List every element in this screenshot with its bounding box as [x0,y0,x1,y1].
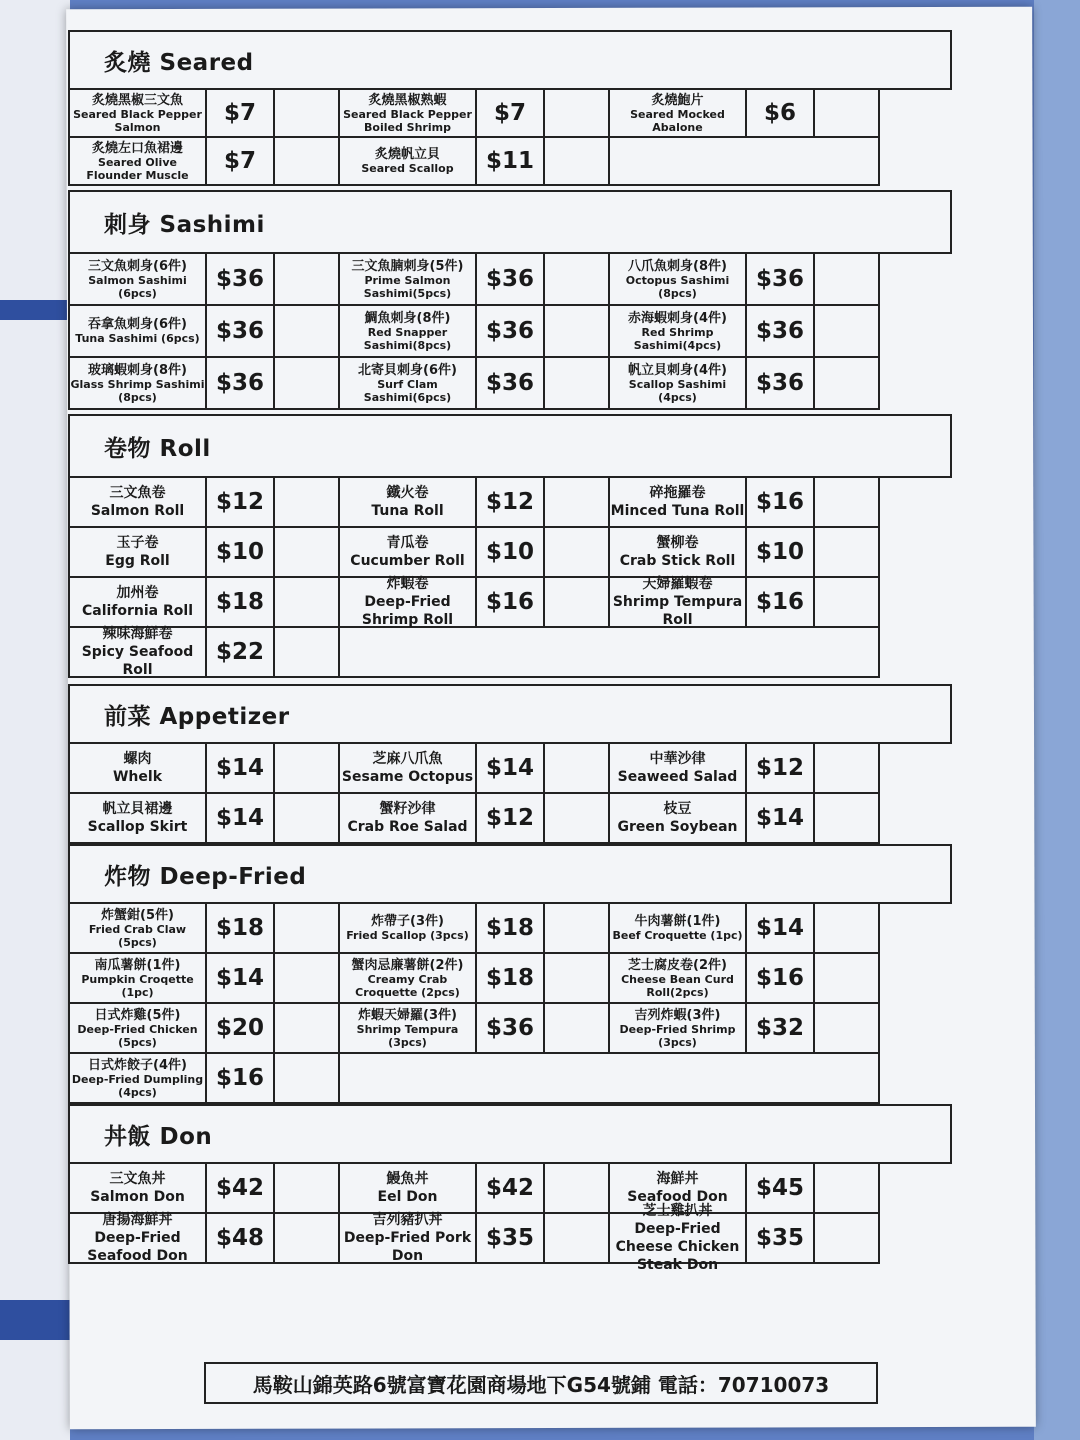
item-name [340,744,477,794]
item-name-en: Whelk [112,768,162,785]
item-name-zh: 炙燒黑椒三文魚 [91,92,183,108]
item-name-en: Shrimp Tempura Roll [612,593,743,628]
item-name [70,744,207,794]
item-name-en: Seaweed Salad [617,768,738,785]
item-price: $12 [207,478,275,528]
item-name [70,306,207,358]
item-name [610,478,747,528]
item-name-zh: 炙燒帆立貝 [374,147,440,162]
item-name-en: Deep-Fried Shrimp Roll [361,593,454,628]
item-name-zh: 三文魚刺身(6件) [88,258,187,274]
item-name-en: Red Snapper Sashimi(8pcs) [363,325,452,352]
item-price: $35 [477,1214,545,1264]
item-name-zh: 吉列炸蝦(3件) [634,1007,721,1023]
quantity-box [545,954,610,1004]
item-name [610,1004,747,1054]
item-name-en: Green Soybean [617,818,738,835]
item-price: $36 [477,1004,545,1054]
item-name [340,138,477,186]
item-name-en: Scallop Skirt [87,818,188,835]
item-name-zh: 帆立貝裙邊 [102,800,173,817]
quantity-box [275,528,340,578]
item-price: $11 [477,138,545,186]
item-name-en: Creamy Crab Croquette (2pcs) [355,972,460,999]
section-don [68,1104,952,1273]
item-name-zh: 牛肉薯餅(1件) [634,914,721,929]
quantity-box [545,578,610,628]
item-name-en: Red Shrimp Sashimi(4pcs) [633,325,722,352]
item-name-zh: 芝士腐皮卷(2件) [628,957,727,973]
item-price: $18 [207,904,275,954]
quantity-box [275,254,340,306]
item-name-en: Deep-Fried Dumpling (4pcs) [71,1072,204,1099]
items-grid [68,90,952,186]
item-price: $42 [477,1164,545,1214]
item-name-en: Deep-Fried Cheese Chicken Steak Don [615,1220,740,1273]
section-appetizer [68,684,952,844]
item-name-zh: 玻璃蝦刺身(8件) [88,362,187,378]
item-name-en: Seafood Don [627,1188,728,1205]
quantity-box [815,744,880,794]
item-price: $14 [207,954,275,1004]
item-price: $16 [747,578,815,628]
quantity-box [815,794,880,844]
item-price: $14 [477,744,545,794]
item-name-en: Seared Mocked Abalone [630,107,725,134]
quantity-box [275,744,340,794]
item-price: $32 [747,1004,815,1054]
quantity-box [545,358,610,410]
empty-space [340,628,880,678]
section-title: 卷物 Roll [68,414,952,478]
item-name [610,744,747,794]
item-name-en: Shrimp Tempura (3pcs) [356,1022,459,1049]
quantity-box [275,478,340,528]
item-name-en: Salmon Don [90,1188,185,1205]
item-name [340,528,477,578]
quantity-box [545,138,610,186]
item-name-en: Deep-Fried Shrimp (3pcs) [619,1022,736,1049]
item-name [340,1164,477,1214]
item-name [70,794,207,844]
item-name-zh: 枝豆 [663,800,692,817]
item-price: $20 [207,1004,275,1054]
item-price: $36 [207,306,275,358]
item-name-en: Spicy Seafood Roll [81,643,194,678]
quantity-box [815,954,880,1004]
item-name [70,1054,207,1104]
item-price: $48 [207,1214,275,1264]
item-name-en: Prime Salmon Sashimi(5pcs) [363,273,452,300]
item-price: $12 [477,794,545,844]
menu-sheet [68,30,952,1273]
item-name-en: Tuna Roll [371,502,444,519]
item-name-zh: 三文魚卷 [109,484,166,501]
item-name [70,625,207,678]
item-name-zh: 蟹籽沙律 [379,800,436,817]
item-name-en: Salmon Sashimi (6pcs) [88,273,187,300]
quantity-box [275,794,340,844]
quantity-box [815,904,880,954]
item-name-zh: 炸蝦卷 [386,575,429,592]
item-name-en: Fried Scallop (3pcs) [346,929,469,942]
item-name [610,904,747,954]
quantity-box [545,254,610,306]
item-name [70,138,207,186]
item-name-zh: 北寄貝刺身(6件) [358,362,457,378]
item-price: $36 [747,358,815,410]
item-name [610,528,747,578]
item-name [70,254,207,306]
item-name-en: Seared Black Pepper Boiled Shrimp [343,107,472,134]
item-name [340,358,477,410]
quantity-box [545,1214,610,1264]
quantity-box [275,306,340,358]
item-name-en: Deep-Fried Pork Don [343,1229,472,1264]
cloth-stripe [0,300,70,320]
item-price: $36 [747,306,815,358]
quantity-box [275,954,340,1004]
quantity-box [815,1004,880,1054]
item-name [610,306,747,358]
empty-space [610,138,880,186]
item-name [340,575,477,628]
item-name-zh: 三文魚腩刺身(5件) [351,258,464,274]
section-deepfried [68,844,952,1104]
item-price: $14 [207,794,275,844]
item-name-zh: 吉列豬扒丼 [372,1211,443,1228]
items-grid [68,744,952,844]
item-name [70,90,207,138]
item-name [70,358,207,410]
item-price: $22 [207,628,275,678]
item-price: $10 [207,528,275,578]
item-price: $16 [477,578,545,628]
item-name-zh: 芝士雞扒丼 [642,1202,713,1219]
item-name [610,254,747,306]
item-name-zh: 帆立貝刺身(4件) [628,362,727,378]
item-name-en: Egg Roll [105,552,170,569]
quantity-box [275,138,340,186]
item-price: $35 [747,1214,815,1264]
item-price: $18 [477,904,545,954]
item-name [70,578,207,628]
quantity-box [275,1054,340,1104]
quantity-box [275,578,340,628]
item-name [340,254,477,306]
item-price: $14 [207,744,275,794]
quantity-box [275,90,340,138]
item-name-zh: 吞拿魚刺身(6件) [88,317,187,332]
item-name [70,1164,207,1214]
item-price: $36 [747,254,815,306]
item-price: $6 [747,90,815,138]
item-name-en: Sesame Octopus [341,768,474,785]
item-name-zh: 炙燒黑椒熟蝦 [368,92,447,108]
item-name [610,794,747,844]
empty-space [340,1054,880,1104]
item-name [340,1004,477,1054]
item-name-zh: 炸蝦天婦羅(3件) [358,1007,457,1023]
item-name [70,528,207,578]
item-name-zh: 玉子卷 [116,534,159,551]
item-name-zh: 青瓜卷 [386,534,429,551]
item-name-zh: 日式炸雞(5件) [94,1007,181,1023]
item-name-zh: 中華沙律 [649,750,706,767]
item-name-zh: 炸帶子(3件) [371,914,444,929]
item-name-en: Minced Tuna Roll [610,502,745,519]
item-name [340,794,477,844]
item-price: $18 [477,954,545,1004]
item-name [340,1211,477,1264]
item-name-zh: 天婦羅蝦卷 [642,575,713,592]
quantity-box [545,528,610,578]
item-name-zh: 三文魚丼 [109,1170,166,1187]
item-name-en: California Roll [81,602,193,619]
section-title: 炸物 Deep-Fried [68,844,952,904]
item-name-en: Salmon Roll [90,502,185,519]
item-name-zh: 南瓜薯餅(1件) [94,957,181,973]
item-name-en: Glass Shrimp Sashimi (8pcs) [70,377,205,404]
item-name-en: Deep-Fried Seafood Don [87,1229,188,1264]
item-name-en: Scallop Sashimi (4pcs) [628,377,727,404]
item-name-zh: 炸蟹鉗(5件) [101,907,174,923]
item-name-en: Cheese Bean Curd Roll(2pcs) [621,972,734,999]
item-price: $36 [477,254,545,306]
section-title: 炙燒 Seared [68,30,952,90]
quantity-box [545,306,610,358]
item-price: $12 [747,744,815,794]
item-name-zh: 鰻魚丼 [386,1170,429,1187]
quantity-box [815,254,880,306]
quantity-box [545,90,610,138]
item-name [610,90,747,138]
item-name-en: Fried Crab Claw (5pcs) [88,922,187,949]
item-name-zh: 蟹柳卷 [656,534,699,551]
quantity-box [545,744,610,794]
item-name-zh: 炙燒鮑片 [651,92,704,108]
quantity-box [815,528,880,578]
item-name [610,954,747,1004]
items-grid [68,478,952,678]
item-name [610,1202,747,1273]
item-name [340,904,477,954]
item-name-zh: 炙燒左口魚裙邊 [91,140,183,156]
section-title: 丼飯 Don [68,1104,952,1164]
item-name [70,478,207,528]
items-grid [68,904,952,1104]
item-name-en: Octopus Sashimi (8pcs) [625,273,730,300]
item-price: $7 [477,90,545,138]
item-name [70,1004,207,1054]
quantity-box [815,358,880,410]
item-name [340,90,477,138]
quantity-box [815,478,880,528]
item-name-zh: 加州卷 [116,584,159,601]
item-name-en: Pumpkin Croqette (1pc) [81,972,194,999]
item-price: $45 [747,1164,815,1214]
item-name-en: Eel Don [377,1188,438,1205]
item-name-en: Beef Croquette (1pc) [612,929,743,942]
item-price: $10 [477,528,545,578]
item-name [70,954,207,1004]
item-name-en: Crab Stick Roll [619,552,736,569]
item-name [340,306,477,358]
item-name [610,575,747,628]
item-price: $16 [747,954,815,1004]
item-price: $14 [747,794,815,844]
item-name-en: Cucumber Roll [350,552,465,569]
item-name-zh: 碎拖羅卷 [649,484,706,501]
items-grid [68,254,952,410]
quantity-box [275,1214,340,1264]
item-price: $14 [747,904,815,954]
item-name-en: Tuna Sashimi (6pcs) [75,332,200,345]
section-seared [68,30,952,186]
quantity-box [815,90,880,138]
item-price: $7 [207,138,275,186]
item-name-en: Deep-Fried Chicken (5pcs) [77,1022,198,1049]
item-price: $36 [477,306,545,358]
item-name-zh: 唐揚海鮮丼 [102,1211,173,1228]
section-title: 前菜 Appetizer [68,684,952,744]
footer-address: 馬鞍山錦英路6號富寶花園商場地下G54號鋪 電話：70710073 [204,1362,878,1404]
item-name-zh: 芝麻八爪魚 [372,750,443,767]
item-price: $16 [207,1054,275,1104]
item-name-zh: 赤海蝦刺身(4件) [628,310,727,326]
quantity-box [275,628,340,678]
quantity-box [815,306,880,358]
item-name-zh: 八爪魚刺身(8件) [628,258,727,274]
items-grid [68,1164,952,1273]
quantity-box [815,1164,880,1214]
item-name-zh: 螺肉 [123,750,152,767]
quantity-box [545,794,610,844]
item-name [610,358,747,410]
section-roll [68,414,952,678]
section-title: 刺身 Sashimi [68,190,952,254]
item-price: $18 [207,578,275,628]
item-price: $10 [747,528,815,578]
quantity-box [815,1214,880,1264]
quantity-box [275,358,340,410]
item-name-zh: 蟹肉忌廉薯餅(2件) [351,957,464,973]
item-name [340,478,477,528]
item-price: $36 [207,254,275,306]
item-name-zh: 日式炸餃子(4件) [88,1057,187,1073]
cloth-stripe [0,1300,70,1340]
item-name-zh: 辣味海鮮卷 [102,625,173,642]
item-name-en: Seared Scallop [361,162,454,175]
cloth-stripe [0,0,70,1440]
item-price: $42 [207,1164,275,1214]
item-price: $36 [477,358,545,410]
item-price: $7 [207,90,275,138]
quantity-box [275,1004,340,1054]
item-price: $16 [747,478,815,528]
item-name-en: Surf Clam Sashimi(6pcs) [363,377,452,404]
item-name-en: Seared Black Pepper Salmon [73,107,202,134]
quantity-box [545,904,610,954]
cloth-stripe [1034,0,1080,1440]
item-name-zh: 鯛魚刺身(8件) [364,310,451,326]
item-name-en: Seared Olive Flounder Muscle [86,155,189,182]
quantity-box [815,578,880,628]
item-name [70,904,207,954]
item-price: $12 [477,478,545,528]
quantity-box [545,1164,610,1214]
item-name-zh: 海鮮丼 [656,1170,699,1187]
section-sashimi [68,190,952,410]
item-name [70,1211,207,1264]
item-name-zh: 鐵火卷 [386,484,429,501]
item-name [340,954,477,1004]
quantity-box [545,478,610,528]
item-name-en: Crab Roe Salad [347,818,468,835]
item-price: $36 [207,358,275,410]
quantity-box [545,1004,610,1054]
quantity-box [275,904,340,954]
quantity-box [275,1164,340,1214]
